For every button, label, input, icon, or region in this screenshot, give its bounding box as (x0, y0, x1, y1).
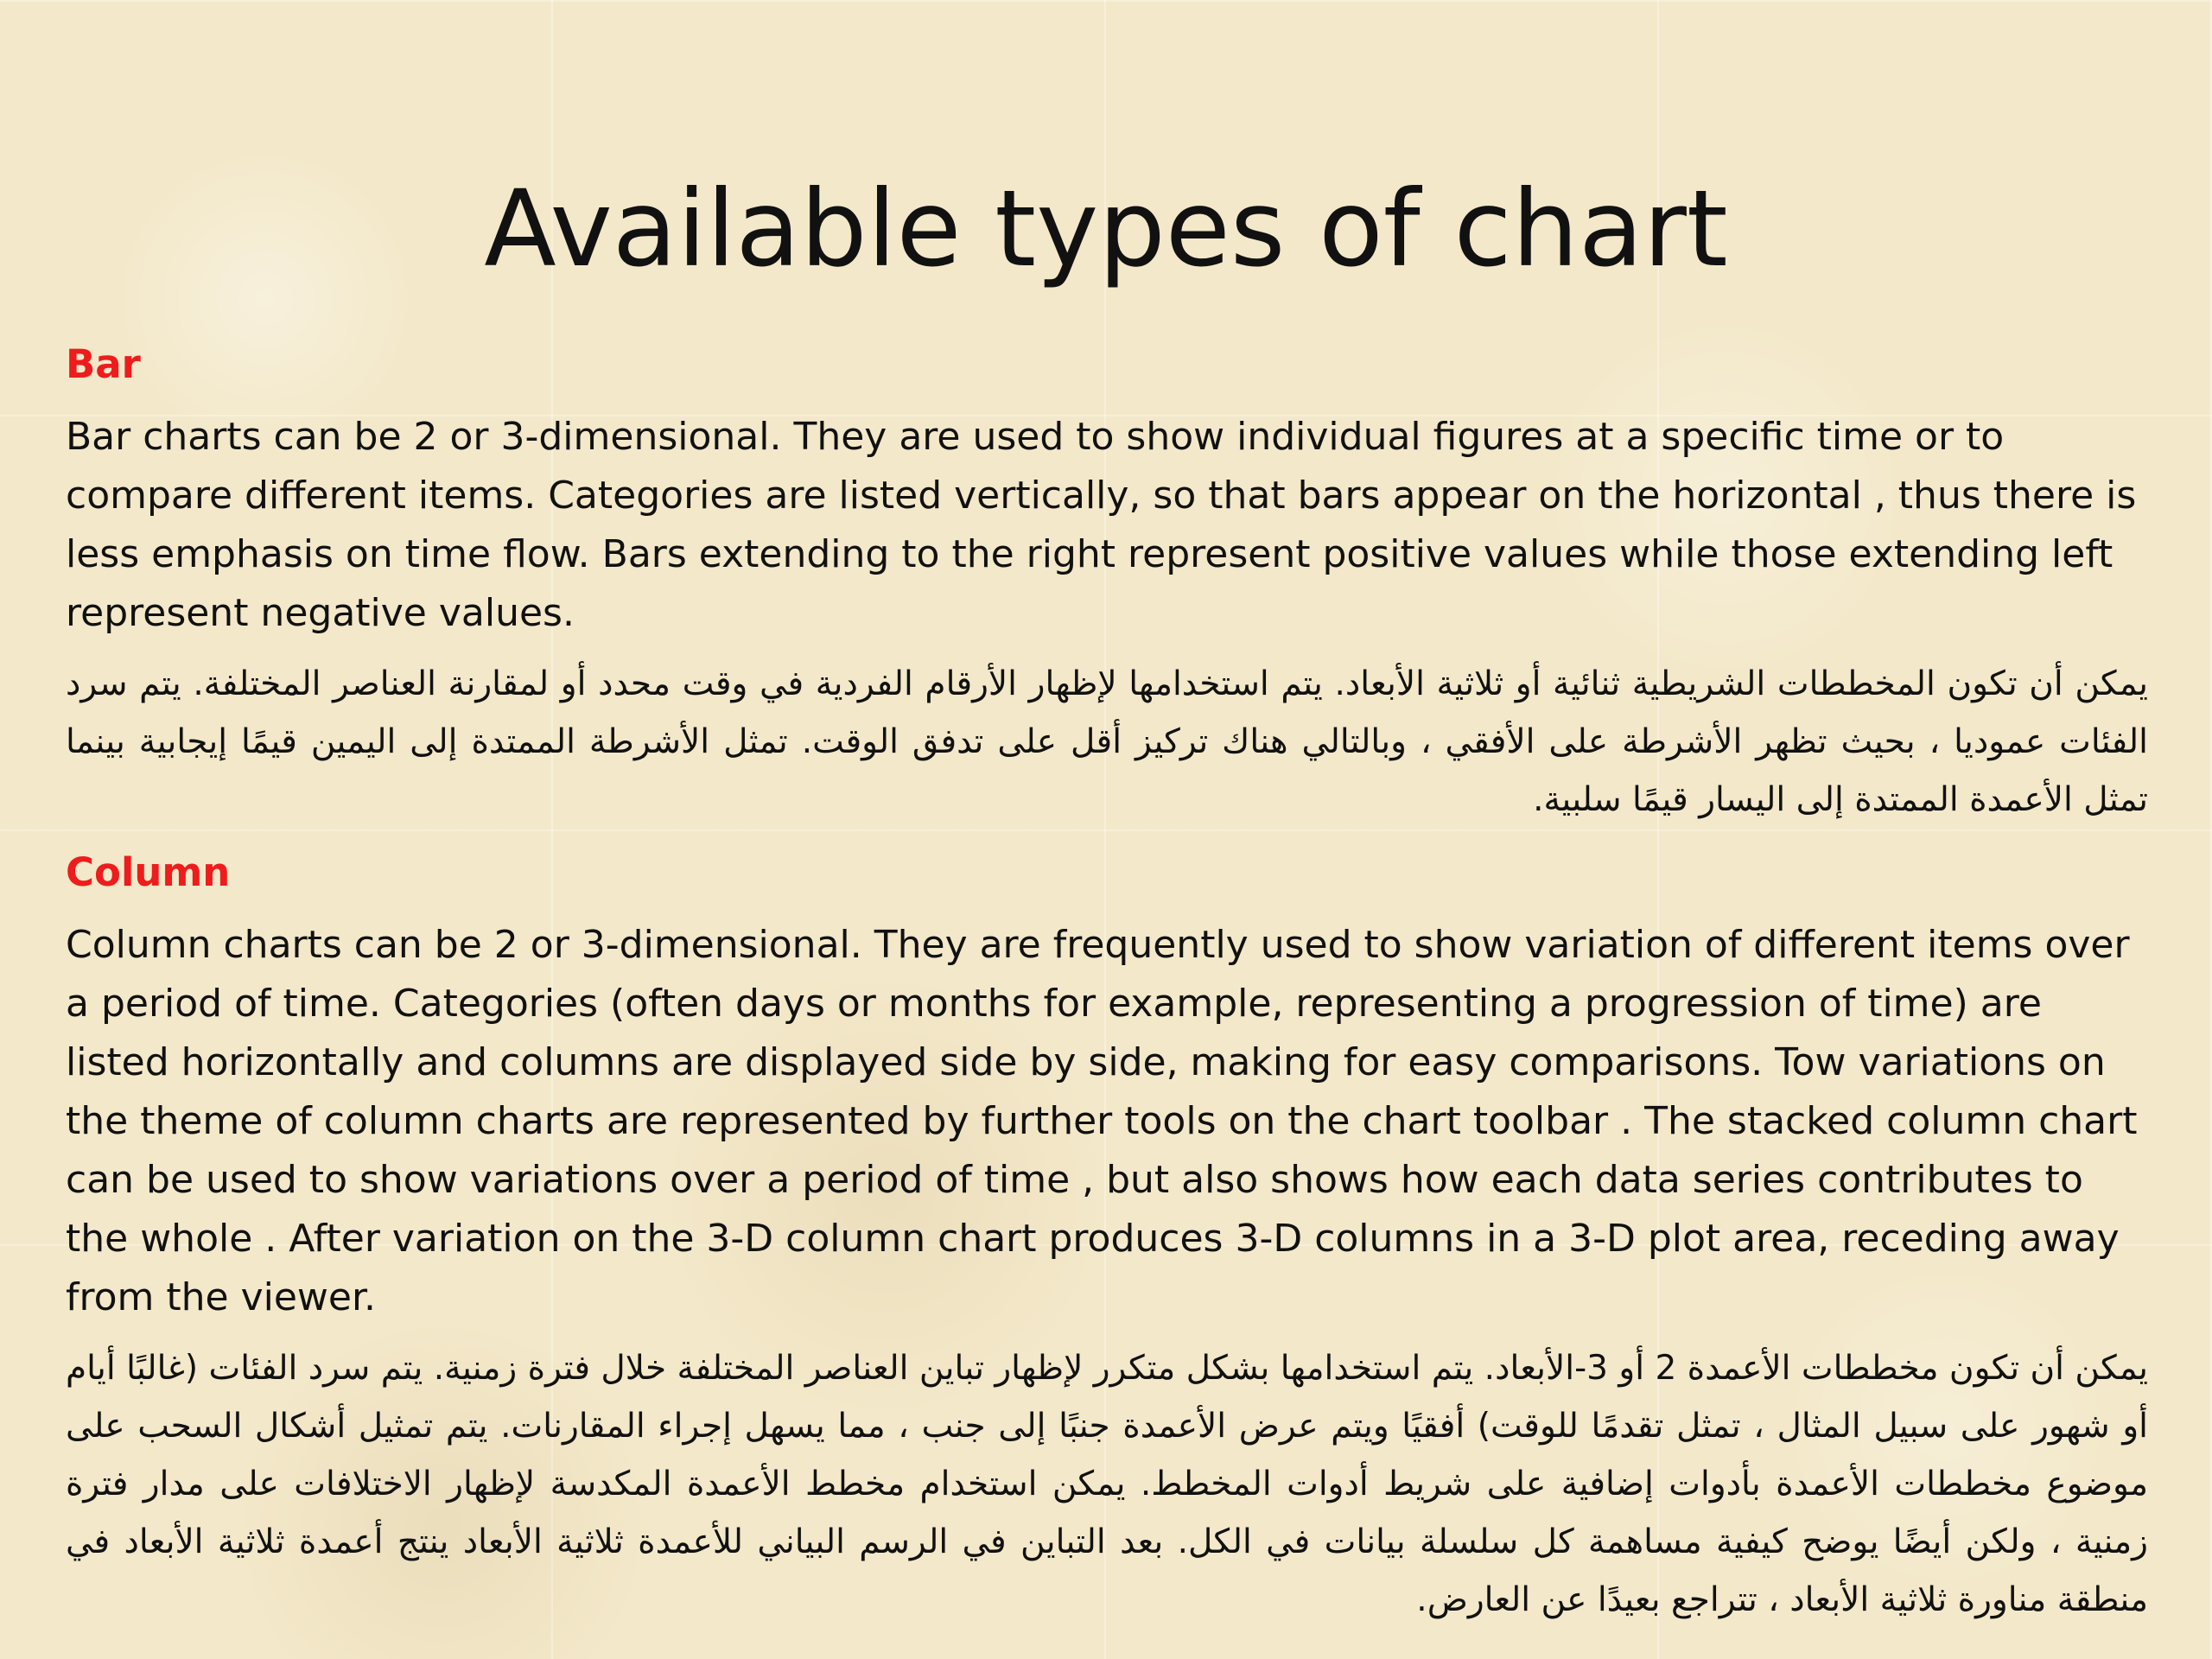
column-arabic-paragraph: يمكن أن تكون مخططات الأعمدة 2 أو 3-الأبعاد. يتم استخدامها بشكل متكرر لإظهار تباين العناصر المختلفة خلال فترة زمنية. يتم سرد الفئات (غالبًا أيام أو شهور على سبيل المثال ، تمثل تقدمًا للوقت) أفقيًا ويتم عرض الأعمدة جنبًا إلى جنب ، مما يسهل إجراء المقارنات. يتم تمثيل أشكال السحب على موضوع مخططات الأعمدة بأدوات إضافية على شريط أدوات المخطط. يمكن استخدام مخطط الأعمدة المكدسة لإظهار الاختلافات على مدار فترة زمنية ، ولكن أيضًا يوضح كيفية مساهمة كل سلسلة بيانات في الكل. بعد التباين في الرسم البياني للأعمدة ثلاثية الأبعاد ينتج أعمدة ثلاثية الأبعاد في منطقة مناورة ثلاثية الأبعاد ، تتراجع بعيدًا عن العارض. (66, 1349, 2149, 1619)
bar-arabic-paragraph: يمكن أن تكون المخططات الشريطية ثنائية أو ثلاثية الأبعاد. يتم استخدامها لإظهار الأرقام الفردية في وقت محدد أو لمقارنة العناصر المختلفة. يتم سرد الفئات عموديا ، بحيث تظهر الأشرطة على الأفقي ، وبالتالي هناك تركيز أقل على تدفق الوقت. تمثل الأشرطة الممتدة إلى اليمين قيمًا إيجابية بينما تمثل الأعمدة الممتدة إلى اليسار قيمًا سلبية. (66, 664, 2148, 819)
column-english-paragraph: Column charts can be 2 or 3-dimensional. They are frequently used to show variation of different items over a period of time. Categories (often days or months for example, representing a progression of time) are listed horizontally and columns are displayed side by side, making for easy comparisons. Tow variations on the theme of column charts are represented by further tools on the chart toolbar . The stacked column chart can be used to show variations over a period of time , but also shows how each data series contributes to the whole . After variation on the 3-D column chart produces 3-D columns in a 3-D plot area, receding away from the viewer. (66, 923, 2138, 1319)
bar-english-paragraph: Bar charts can be 2 or 3-dimensional. They are used to show individual figures at a specific time or to compare different items. Categories are listed vertically, so that bars appear on the horizontal , thus there is less emphasis on time flow. Bars extending to the right represent positive values while those extending left represent negative values. (66, 415, 2137, 635)
section-heading-column: Column (66, 849, 231, 895)
section-heading-bar: Bar (66, 341, 141, 387)
slide-title: Available types of chart (484, 168, 1728, 290)
